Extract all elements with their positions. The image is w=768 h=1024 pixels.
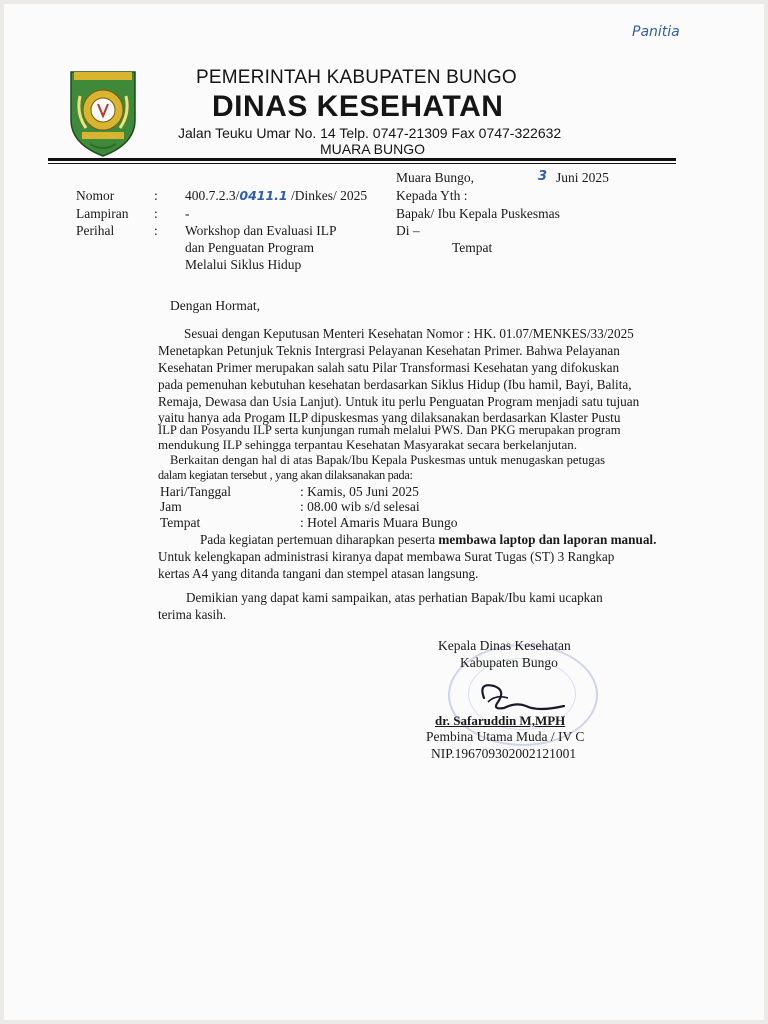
bungo-regency-emblem-icon <box>68 68 138 163</box>
letter-month-year: Juni 2025 <box>556 170 609 185</box>
nomor-label: Nomor <box>76 188 115 203</box>
perihal-line-2: dan Penguatan Program <box>185 240 314 255</box>
para3-line-2: Untuk kelengkapan administrasi kiranya dapat membawa Surat Tugas (ST) 3 Rangkap <box>158 549 615 564</box>
government-name: PEMERINTAH KABUPATEN BUNGO <box>196 67 517 88</box>
perihal-line-3: Melalui Siklus Hidup <box>185 257 302 272</box>
letterhead-thick-rule <box>48 158 676 161</box>
handwritten-annotation: Panitia <box>632 24 680 40</box>
para1-line-3: Kesehatan Primer merupakan salah satu Pilar Transformasi Kesehatan yang difokuskan <box>158 360 620 375</box>
letterhead-thin-rule <box>48 163 676 164</box>
para2-line-2: dalam kegiatan tersebut , yang akan dilaksanakan pada: <box>158 468 413 482</box>
signer-name: dr. Safaruddin M,MPH <box>435 713 566 728</box>
nomor-colon: : <box>154 188 158 203</box>
nomor-prefix: 400.7.2.3/ <box>185 188 240 203</box>
para3-line-1 <box>200 532 656 548</box>
para4-line-2: terima kasih. <box>158 607 227 622</box>
para1-line-8: mendukung ILP sehingga terpantau Kesehatan Masyarakat secara berkelanjutan. <box>158 437 577 452</box>
recipient-kepada: Kepada Yth : <box>396 188 468 203</box>
schedule-time-label: Jam <box>160 499 182 514</box>
nomor-handwritten: 0411.1 <box>239 188 288 203</box>
para3-lead: Pada kegiatan pertemuan diharapkan peserta <box>200 532 439 547</box>
lampiran-label: Lampiran <box>76 206 129 221</box>
para1-line-5: Remaja, Dewasa dan Usia Lanjut). Untuk itu perlu Penguatan Program menjadi satu tujuan <box>158 394 640 409</box>
para3-line-3: kertas A4 yang ditanda tangani dan stempel atasan langsung. <box>158 566 479 581</box>
para2-line-1: Berkaitan dengan hal di atas Bapak/Ibu Kepala Puskesmas untuk menugaskan petugas <box>170 453 606 467</box>
schedule-place-value: : Hotel Amaris Muara Bungo <box>300 515 458 530</box>
perihal-label: Perihal <box>76 223 115 238</box>
para1-line-2: Menetapkan Petunjuk Teknis Intergrasi Pelayanan Kesehatan Primer. Bahwa Pelayanan <box>158 343 620 358</box>
schedule-day-label: Hari/Tanggal <box>160 484 232 499</box>
para1-line-4: pada pemenuhan kebutuhan kesehatan berdasarkan Siklus Hidup (Ibu hamil, Bayi, Balita, <box>158 377 632 392</box>
letter-place: Muara Bungo, <box>396 170 474 185</box>
para4-line-1: Demikian yang dapat kami sampaikan, atas perhatian Bapak/Ibu kami ucapkan <box>186 590 603 605</box>
para1-line-1: Sesuai dengan Keputusan Menteri Kesehatan Nomor : HK. 01.07/MENKES/33/2025 <box>184 326 634 341</box>
recipient-name: Bapak/ Ibu Kepala Puskesmas <box>396 206 560 221</box>
signer-nip: NIP.196709302002121001 <box>431 746 577 761</box>
letter-page <box>4 4 764 1020</box>
signer-rank: Pembina Utama Muda / IV C <box>426 729 585 744</box>
lampiran-value: - <box>185 206 190 221</box>
signer-title-line-1: Kepala Dinas Kesehatan <box>438 638 571 653</box>
para3-bold: membawa laptop dan laporan manual. <box>438 532 657 547</box>
office-city: MUARA BUNGO <box>320 141 426 157</box>
nomor-suffix: /Dinkes/ 2025 <box>287 188 368 203</box>
nomor-value <box>185 188 367 204</box>
signer-title-line-2: Kabupaten Bungo <box>460 655 558 670</box>
perihal-line-1: Workshop dan Evaluasi ILP <box>185 223 337 238</box>
department-name: DINAS KESEHATAN <box>212 90 504 123</box>
recipient-tempat: Tempat <box>452 240 493 255</box>
recipient-di: Di – <box>396 223 420 238</box>
schedule-place-label: Tempat <box>160 515 201 530</box>
office-address: Jalan Teuku Umar No. 14 Telp. 0747-21309 Fax 0747-322632 <box>178 125 562 141</box>
schedule-day-value: : Kamis, 05 Juni 2025 <box>300 484 419 499</box>
perihal-colon: : <box>154 223 158 238</box>
schedule-time-value: : 08.00 wib s/d selesai <box>300 499 420 514</box>
lampiran-colon: : <box>154 206 158 221</box>
para1-line-6: yaitu hanya ada Progam ILP dipuskesmas yang dilaksanakan berdasarkan Klaster Pustu <box>158 410 621 425</box>
letter-day-handwritten: 3 <box>538 169 548 184</box>
greeting: Dengan Hormat, <box>170 298 260 313</box>
para1-line-7: ILP dan Posyandu ILP serta kunjungan rumah melalui PWS. Dan PKG merupakan program <box>158 423 621 437</box>
